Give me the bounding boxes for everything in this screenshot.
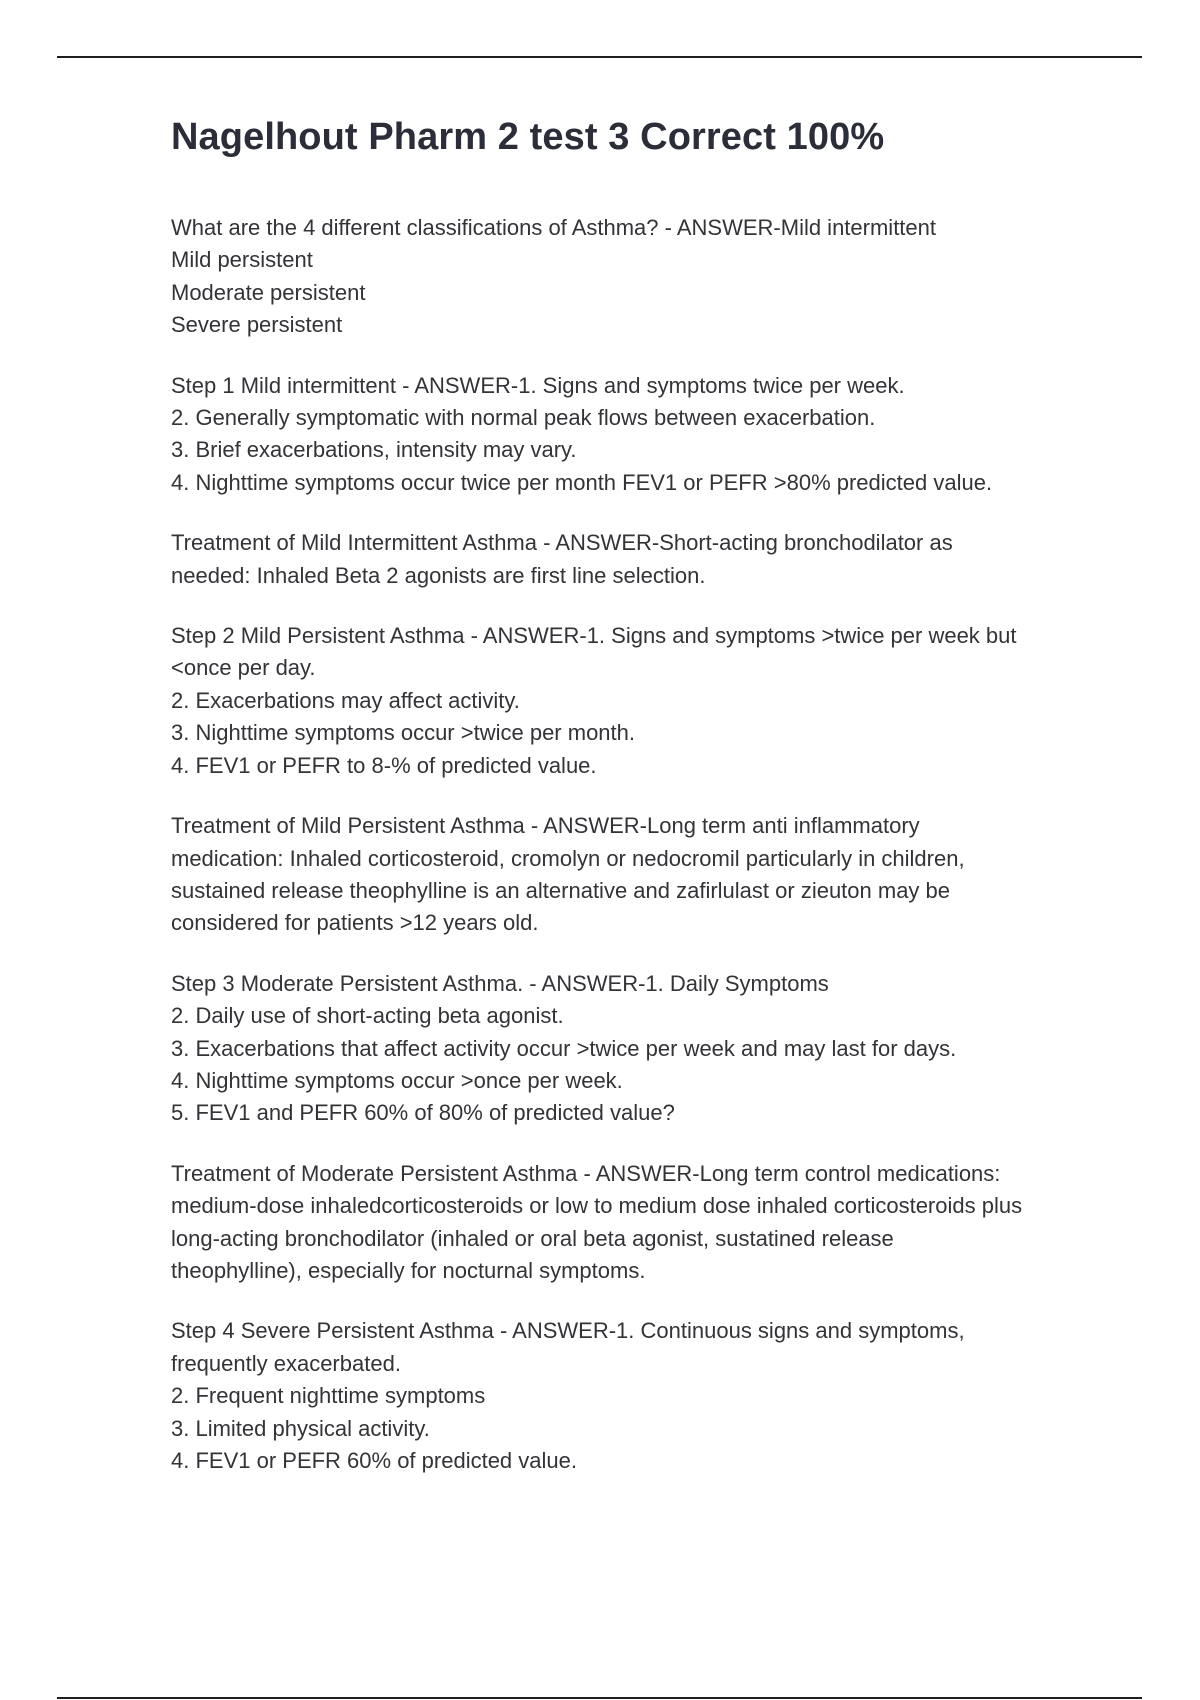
text-line: What are the 4 different classifications of Asthma? - ANSWER-Mild intermittent (171, 215, 937, 240)
text-line: Step 4 Severe Persistent Asthma - ANSWER-1. Continuous signs and symptoms, (171, 1318, 965, 1344)
text-line: medium-dose inhaledcorticosteroids or low to medium dose inhaled corticosteroids plus (171, 1193, 1023, 1219)
text-line: frequently exacerbated. (171, 1350, 401, 1376)
document-title: Nagelhout Pharm 2 test 3 Correct 100% (171, 116, 885, 158)
text-line: Severe persistent (171, 312, 343, 338)
text-line: Step 1 Mild intermittent - ANSWER-1. Signs and symptoms twice per week. (171, 372, 905, 398)
text-line: 4. Nighttime symptoms occur >once per week. (171, 1067, 623, 1093)
qa-entry-step-4 (171, 1315, 1121, 1477)
document-page (171, 113, 1121, 1505)
qa-list (171, 212, 1121, 1477)
text-line: 3. Limited physical activity. (171, 1415, 430, 1441)
text-line: Treatment of Mild Persistent Asthma - ANSWER-Long term anti inflammatory (171, 813, 920, 839)
qa-entry-treatment-mild-intermittent (171, 527, 1121, 592)
text-line: 3. Nighttime symptoms occur >twice per month. (171, 720, 635, 746)
text-line: long-acting bronchodilator (inhaled or oral beta agonist, sustatined release (171, 1225, 894, 1251)
qa-entry-step-2 (171, 620, 1121, 782)
top-divider (57, 56, 1142, 58)
text-line: 2. Daily use of short-acting beta agonist. (171, 1003, 564, 1029)
text-line: 2. Generally symptomatic with normal peak flows between exacerbation. (171, 405, 876, 431)
text-line: Moderate persistent (171, 279, 366, 305)
text-line: 2. Frequent nighttime symptoms (171, 1383, 486, 1409)
text-line: 4. FEV1 or PEFR 60% of predicted value. (171, 1448, 577, 1473)
text-line: 3. Exacerbations that affect activity occur >twice per week and may last for days. (171, 1035, 957, 1061)
qa-entry-step-1 (171, 370, 1121, 500)
text-line: Mild persistent (171, 247, 313, 273)
qa-entry-treatment-mild-persistent (171, 810, 1121, 940)
text-line: medication: Inhaled corticosteroid, cromolyn or nedocromil particularly in children, (171, 845, 965, 871)
text-line: Step 2 Mild Persistent Asthma - ANSWER-1. Signs and symptoms >twice per week but (171, 623, 1017, 649)
text-line: Treatment of Mild Intermittent Asthma - ANSWER-Short-acting bronchodilator as (171, 530, 953, 556)
qa-entry-asthma-classifications (171, 212, 1121, 342)
text-line: Step 3 Moderate Persistent Asthma. - ANSWER-1. Daily Symptoms (171, 970, 829, 996)
text-line: 5. FEV1 and PEFR 60% of 80% of predicted value? (171, 1100, 675, 1126)
bottom-divider (57, 1697, 1142, 1699)
text-line: 2. Exacerbations may affect activity. (171, 687, 520, 713)
text-line: <once per day. (171, 655, 316, 681)
text-line: 4. FEV1 or PEFR to 8-% of predicted value. (171, 752, 597, 778)
text-line: Treatment of Moderate Persistent Asthma - ANSWER-Long term control medications: (171, 1160, 1001, 1186)
qa-entry-treatment-moderate-persistent (171, 1158, 1121, 1288)
text-line: sustained release theophylline is an alternative and zafirlulast or zieuton may be (171, 877, 951, 903)
text-line: needed: Inhaled Beta 2 agonists are first line selection. (171, 562, 706, 588)
text-line: considered for patients >12 years old. (171, 910, 539, 936)
text-line: 4. Nighttime symptoms occur twice per month FEV1 or PEFR >80% predicted value. (171, 469, 993, 495)
text-line: 3. Brief exacerbations, intensity may vary. (171, 437, 577, 463)
text-line: theophylline), especially for nocturnal symptoms. (171, 1257, 646, 1283)
qa-entry-step-3 (171, 968, 1121, 1130)
